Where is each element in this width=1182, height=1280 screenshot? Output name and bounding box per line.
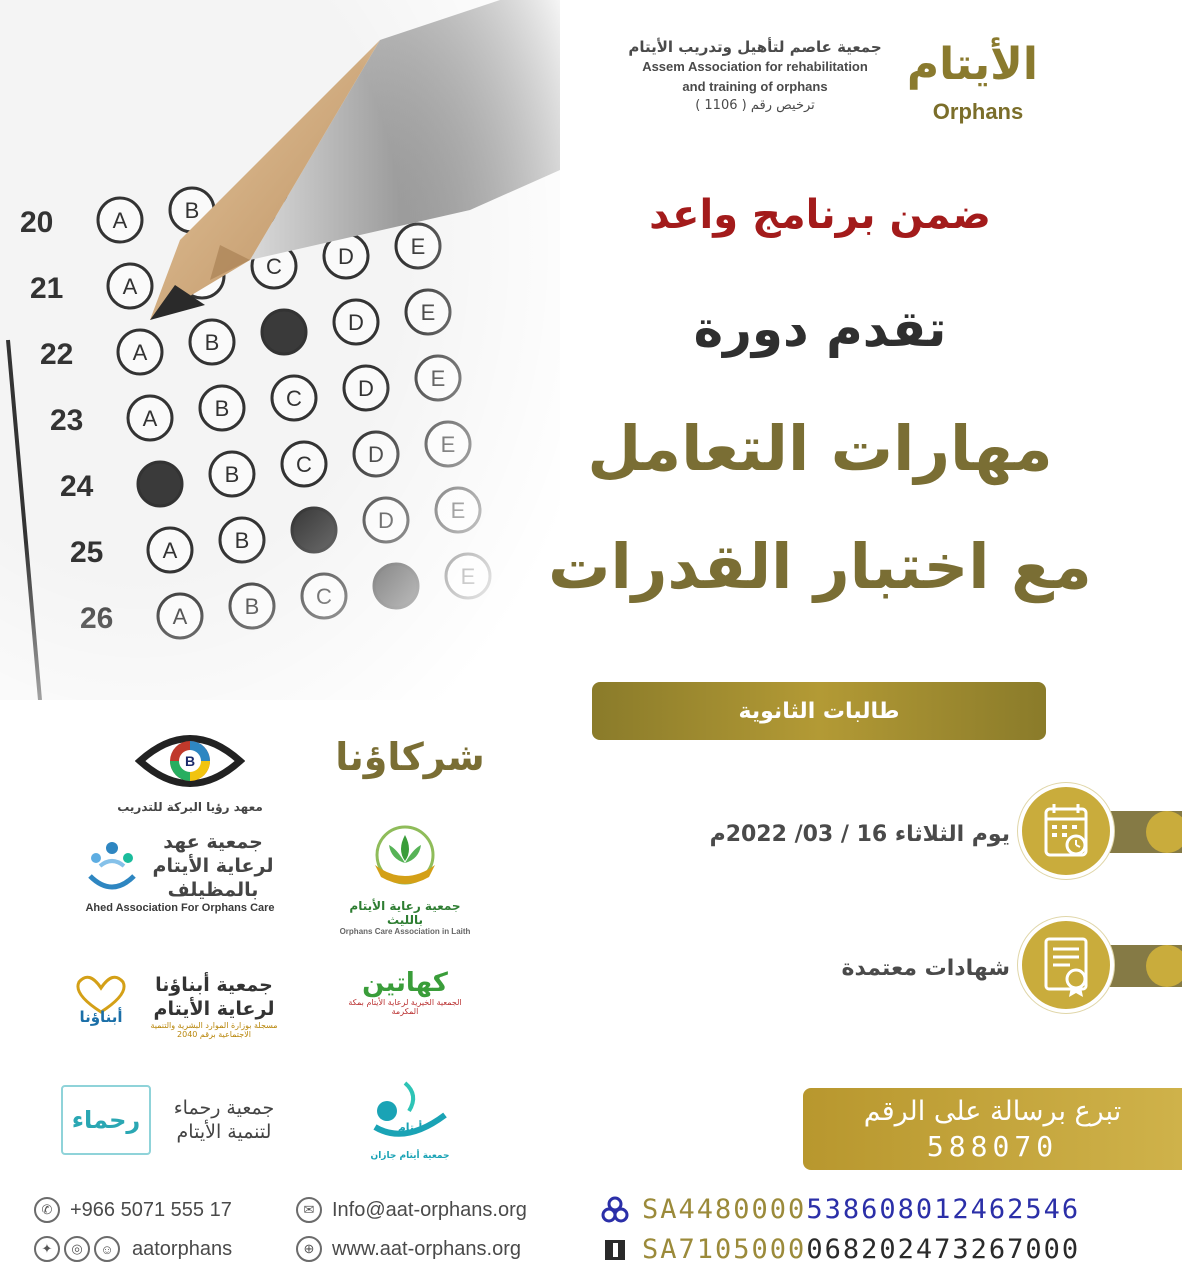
instagram-icon[interactable]: ◎ [64, 1236, 90, 1262]
iban-number: 538608012462546 [806, 1194, 1081, 1225]
email-contact[interactable] [296, 1197, 527, 1223]
sheet-fade-overlay [0, 0, 560, 700]
whatsapp-contact[interactable] [34, 1197, 232, 1223]
partner-ruhamaa [60, 1085, 290, 1155]
partner-name: جمعية عهد لرعاية الأيتام بالمظيلف [152, 831, 274, 901]
logo-text: أبناؤنا [79, 1008, 123, 1026]
partner-registration: مسجلة بوزارة الموارد البشرية والتنمية الاجتماعية برقم 2040 [150, 1021, 278, 1039]
snapchat-icon[interactable]: ☺ [94, 1236, 120, 1262]
exam-sheet-illustration [0, 0, 560, 700]
donate-label: تبرع برسالة على الرقم [863, 1096, 1122, 1127]
exam-sheet-svg [0, 0, 560, 700]
iban-albilad[interactable] [600, 1234, 1080, 1265]
whatsapp-icon: ✆ [34, 1197, 60, 1223]
partner-name: معهد رؤيا البركة للتدريب [117, 800, 263, 814]
ruhamaa-logo-icon [61, 1085, 151, 1155]
ahed-logo-icon [82, 836, 142, 896]
iban-prefix: SA4480000 [642, 1194, 807, 1225]
presents-course-title: تقدم دورة [693, 300, 947, 358]
logo-arabic-text: الأيتام [906, 39, 1038, 90]
logo-english-text: Orphans [932, 99, 1024, 124]
social-handle: aatorphans [132, 1237, 233, 1260]
phone-number: +966 5071 555 17 [70, 1198, 232, 1221]
partner-name: جمعية رعاية الأيتام بالليث [349, 899, 461, 927]
partner-ahed [70, 830, 290, 914]
eye-logo-icon [135, 726, 245, 796]
donate-number[interactable]: 588070 [926, 1130, 1059, 1163]
certificate-icon [1018, 917, 1114, 1013]
partner-name: كهاتين [362, 968, 448, 998]
bank-albilad-icon [600, 1235, 630, 1265]
partner-kahatain [340, 968, 470, 1016]
license-number: ترخيص رقم ( 1106 ) [695, 98, 815, 113]
partner-name-english: Ahed Association For Orphans Care [85, 902, 275, 914]
partner-abnaouna [70, 968, 290, 1044]
aytam-logo-icon [365, 1075, 455, 1151]
twitter-icon[interactable]: ✦ [34, 1236, 60, 1262]
partner-description: الجمعية الخيرية لرعاية الأيتام بمكة المكرمة [348, 998, 462, 1016]
partner-roya-albaraka [100, 726, 280, 814]
partner-name: جمعية أيتام جازان [370, 1151, 450, 1161]
partner-name: جمعية رحماء لتنمية الأيتام [173, 1097, 275, 1143]
logo-text: رحماء [71, 1106, 141, 1134]
program-title: ضمن برنامج واعد [649, 192, 991, 238]
social-handle-contact[interactable] [34, 1236, 232, 1262]
donate-sms-box [803, 1088, 1182, 1170]
partner-aytam [355, 1075, 465, 1161]
website-url: www.aat-orphans.org [332, 1237, 521, 1260]
partners-heading: شركاؤنا [335, 735, 485, 779]
abnaouna-logo-icon [71, 968, 131, 1044]
svg-text:B: B [184, 753, 196, 769]
email-icon: ✉ [296, 1197, 322, 1223]
certificates-text: شهادات معتمدة [841, 956, 1010, 981]
globe-icon: ⊕ [296, 1236, 322, 1262]
email-address: Info@aat-orphans.org [332, 1198, 527, 1221]
certificates-info-row [600, 912, 1182, 1022]
org-name-arabic: جمعية عاصم لتأهيل وتدريب الأيتام [628, 38, 882, 56]
calendar-icon [1018, 783, 1114, 879]
bank-alinma-icon [600, 1195, 630, 1225]
iban-alinma[interactable] [600, 1194, 1080, 1225]
audience-badge: طالبات الثانوية [592, 682, 1046, 740]
partner-orphans-care-laith [330, 825, 480, 936]
event-date: يوم الثلاثاء 16 / 03/ 2022م [709, 822, 1010, 847]
course-title-line1: مهارات التعامل [587, 412, 1053, 485]
organization-header [600, 38, 910, 113]
website-contact[interactable] [296, 1236, 521, 1262]
org-name-english-line2: and training of orphans [682, 79, 828, 94]
lotus-hands-logo-icon [345, 825, 465, 895]
iban-number: 068202473267000 [806, 1234, 1081, 1265]
partner-name-english: Orphans Care Association in Laith [339, 927, 471, 936]
logo-text: أيتام [397, 1121, 423, 1134]
partner-name: جمعية أبناؤنا لرعاية الأيتام [153, 974, 275, 1020]
iban-prefix: SA7105000 [642, 1234, 807, 1265]
date-info-row [600, 778, 1182, 888]
course-title-line2: مع اختبار القدرات [548, 530, 1092, 603]
org-name-english-line1: Assem Association for rehabilitation [642, 59, 868, 74]
orphans-logo [906, 30, 1038, 140]
